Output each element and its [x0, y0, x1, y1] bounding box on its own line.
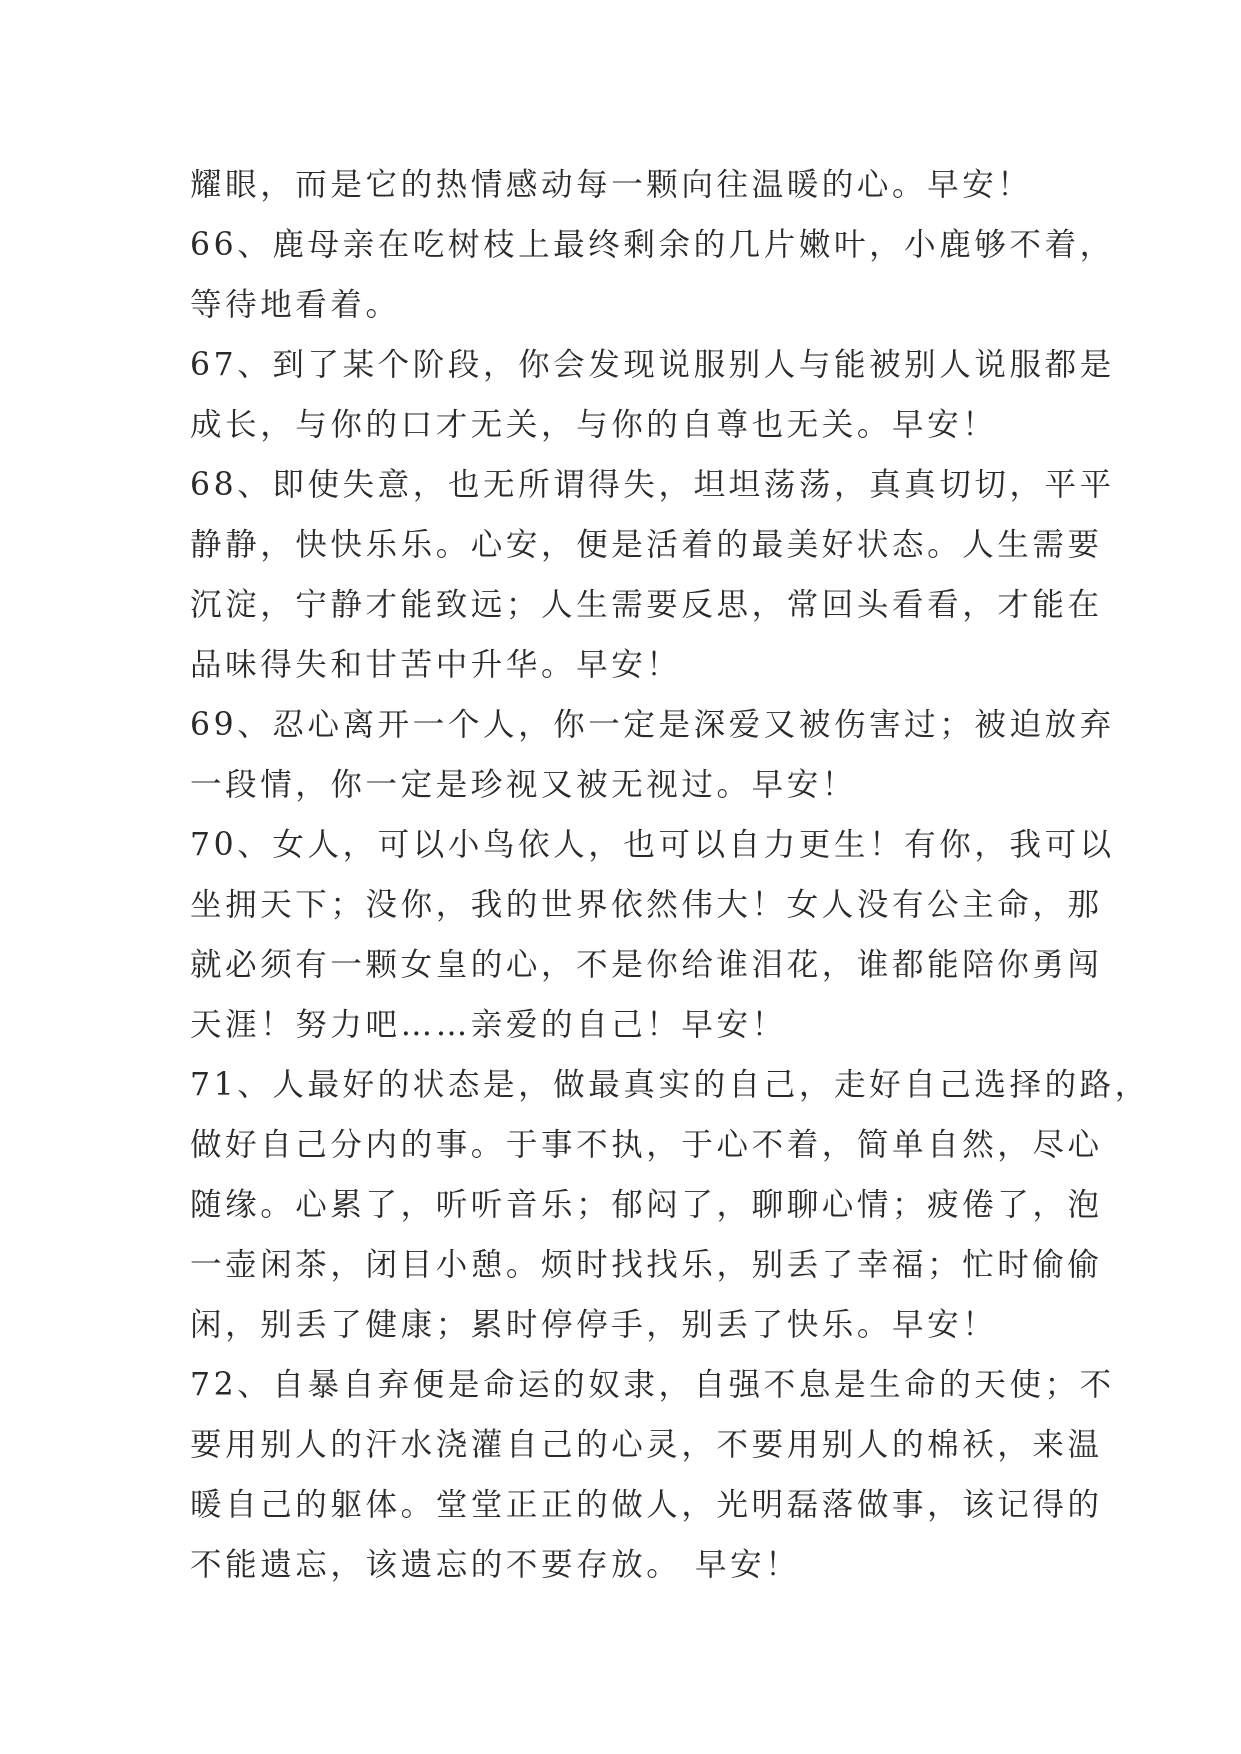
text-line: 69、忍心离开一个人，你一定是深爱又被伤害过；被迫放弃 [190, 707, 1115, 743]
text-line: 沉淀，宁静才能致远；人生需要反思，常回头看看，才能在 [190, 587, 1103, 623]
text-line: 71、人最好的状态是，做最真实的自己，走好自己选择的路， [190, 1067, 1150, 1103]
text-line: 坐拥天下；没你，我的世界依然伟大！女人没有公主命，那 [190, 887, 1103, 923]
text-line: 67、到了某个阶段，你会发现说服别人与能被别人说服都是 [190, 347, 1115, 383]
text-line: 不能遗忘，该遗忘的不要存放。 早安！ [190, 1547, 801, 1583]
text-line: 一段情，你一定是珍视又被无视过。早安！ [190, 767, 857, 803]
text-line: 68、即使失意，也无所谓得失，坦坦荡荡，真真切切，平平 [190, 467, 1115, 503]
text-line: 72、自暴自弃便是命运的奴隶，自强不息是生命的天使；不 [190, 1367, 1115, 1403]
text-line: 等待地看着。 [190, 287, 401, 323]
text-line: 品味得失和甘苦中升华。早安！ [190, 647, 682, 683]
text-line: 70、女人，可以小鸟依人，也可以自力更生！有你，我可以 [190, 827, 1115, 863]
text-line: 一壶闲茶，闭目小憩。烦时找找乐，别丢了幸福；忙时偷偷 [190, 1247, 1103, 1283]
text-line: 就必须有一颗女皇的心，不是你给谁泪花，谁都能陪你勇闯 [190, 947, 1103, 983]
text-line: 做好自己分内的事。于事不执，于心不着，简单自然，尽心 [190, 1127, 1103, 1163]
text-line: 天涯！努力吧……亲爱的自己！早安！ [190, 1007, 787, 1043]
text-line: 随缘。心累了，听听音乐；郁闷了，聊聊心情；疲倦了，泡 [190, 1187, 1103, 1223]
text-line: 66、鹿母亲在吃树枝上最终剩余的几片嫩叶，小鹿够不着， [190, 227, 1115, 263]
text-line: 成长，与你的口才无关，与你的自尊也无关。早安！ [190, 407, 998, 443]
text-line: 静静，快快乐乐。心安，便是活着的最美好状态。人生需要 [190, 527, 1103, 563]
text-line: 要用别人的汗水浇灌自己的心灵，不要用别人的棉袄，来温 [190, 1427, 1103, 1463]
body-text [190, 155, 1150, 1595]
text-line: 闲，别丢了健康；累时停停手，别丢了快乐。早安！ [190, 1307, 998, 1343]
text-line: 耀眼，而是它的热情感动每一颗向往温暖的心。早安！ [190, 167, 1033, 203]
text-line: 暖自己的躯体。堂堂正正的做人，光明磊落做事，该记得的 [190, 1487, 1103, 1523]
